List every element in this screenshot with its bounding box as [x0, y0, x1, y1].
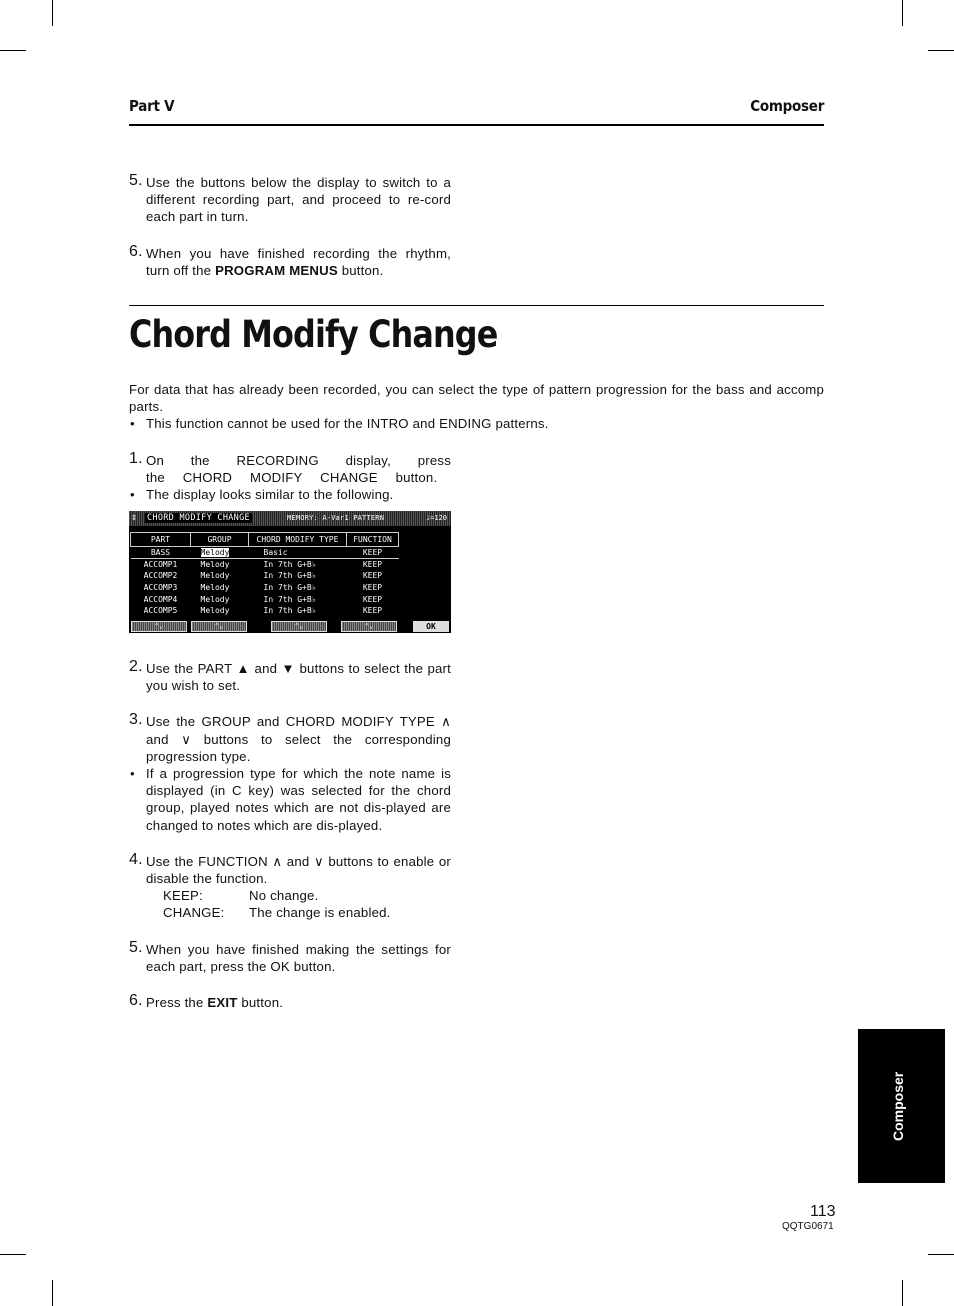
crop-mark: [928, 50, 954, 51]
lcd-memory: MEMORY: A-Var1 PATTERN: [287, 514, 385, 522]
table-row[interactable]: ACCOMP1 Melody In 7th G+B♭ KEEP: [143, 559, 383, 569]
table-row[interactable]: ACCOMP2 Melody In 7th G+B♭ KEEP: [143, 571, 383, 581]
document-code: QQTG0671: [782, 1221, 834, 1232]
table-row[interactable]: BASS Melody Basic KEEP: [131, 547, 399, 559]
step-1: 1. On the RECORDING display, press the CHORD MODIFY CHANGE button.: [129, 450, 451, 486]
lcd-display: [129, 511, 451, 633]
step-5-top: 5. Use the buttons below the display to switch to a different recording part, and proceed to re-cord each part in turn.: [129, 172, 451, 225]
section-title: Chord Modify Change: [129, 313, 498, 356]
col-header-part: PART: [131, 533, 191, 547]
step-4: 4. Use the FUNCTION ∧ and ∨ buttons to enable or disable the function.: [129, 850, 451, 887]
intro-bullet: • This function cannot be used for the INTRO and ENDING patterns.: [129, 415, 824, 432]
crop-mark: [902, 0, 903, 26]
step-5: 5. When you have finished making the settings for each part, press the OK button.: [129, 938, 451, 974]
header-rule: [129, 124, 824, 126]
side-tab-label: Composer: [890, 1071, 906, 1141]
col-header-group: GROUP: [191, 533, 249, 547]
step-4-definitions: [129, 887, 451, 921]
group-updown-button[interactable]: ⌃⌄: [191, 621, 247, 632]
step-3: 3. Use the GROUP and CHORD MODIFY TYPE ∧ and ∨ buttons to select the corresponding progression type.: [129, 711, 451, 764]
page-number: 113: [810, 1203, 836, 1220]
crop-mark: [0, 1254, 26, 1255]
crop-mark: [902, 1280, 903, 1306]
steps-bottom: [129, 660, 451, 1011]
col-header-type: CHORD MODIFY TYPE: [249, 533, 347, 547]
step-6: 6. Press the EXIT button.: [129, 992, 284, 1011]
function-updown-button[interactable]: ⌃⌄: [341, 621, 397, 632]
type-updown-button[interactable]: ⌃⌄: [271, 621, 327, 632]
scroll-arrows-icon: ⇕: [131, 512, 138, 523]
crop-mark: [52, 1280, 53, 1306]
ok-button[interactable]: OK: [413, 621, 449, 632]
section-rule: [129, 305, 824, 306]
intro: [129, 381, 824, 433]
step-3-bullet: • If a progression type for which the note name is displayed (in C key) was selected for the chord group, played notes which are not dis-played are changed to notes which are dis-played.: [129, 765, 451, 834]
crop-mark: [52, 0, 53, 26]
step-2: 2. Use the PART ▲ and ▼ buttons to select the part you wish to set.: [129, 658, 451, 694]
running-header-chapter: Composer: [750, 97, 824, 115]
part-updown-button[interactable]: ⌃⌄: [131, 621, 187, 632]
col-header-function: FUNCTION: [347, 533, 399, 547]
table-row[interactable]: ACCOMP5 Melody In 7th G+B♭ KEEP: [143, 606, 383, 616]
step-6-top: 6. When you have finished recording the rhythm, turn off the PROGRAM MENUS button.: [129, 242, 451, 278]
step-1-block: [129, 452, 451, 504]
definition-keep: KEEP: No change.: [163, 888, 319, 904]
running-header-part: Part V: [129, 97, 175, 115]
lcd-table: [130, 532, 399, 617]
crop-mark: [928, 1254, 954, 1255]
table-row[interactable]: ACCOMP4 Melody In 7th G+B♭ KEEP: [143, 594, 383, 604]
intro-text: For data that has already been recorded, you can select the type of pattern progression for the bass and accomp parts.: [129, 382, 824, 415]
definition-change: CHANGE: The change is enabled.: [163, 905, 391, 921]
step-1-bullet: • The display looks similar to the following.: [129, 486, 451, 503]
lcd-header-row: [131, 533, 399, 547]
crop-mark: [0, 50, 26, 51]
chapter-side-tab: [858, 1029, 945, 1183]
steps-top: [129, 174, 451, 279]
lcd-title: CHORD MODIFY CHANGE: [147, 513, 250, 523]
lcd-tempo: ♩=120: [425, 514, 447, 522]
selected-cell[interactable]: Melody: [200, 547, 230, 557]
table-row[interactable]: ACCOMP3 Melody In 7th G+B♭ KEEP: [143, 582, 383, 592]
lcd-title-bar: [129, 511, 451, 526]
